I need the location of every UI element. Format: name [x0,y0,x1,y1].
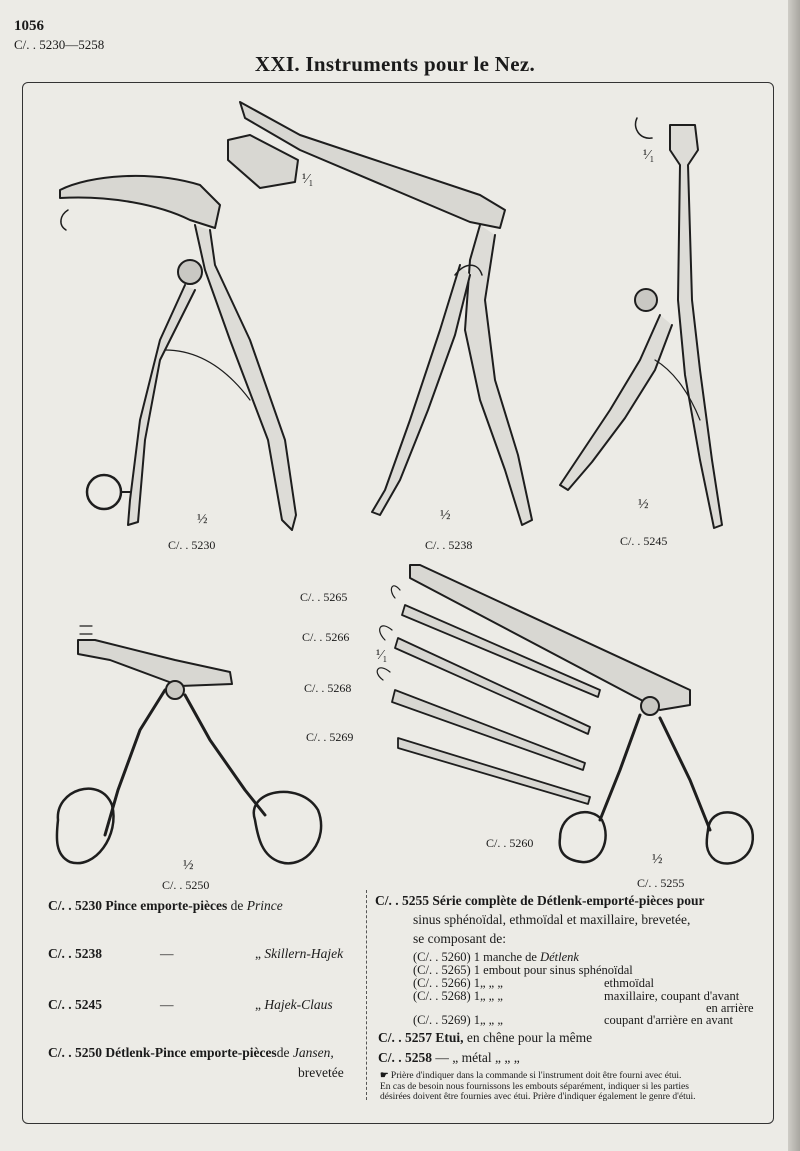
page-number: 1056 [14,18,44,34]
series-item-5266: (C/. . 5266) 1 [413,976,481,990]
series-item-5266-ditto: „ „ „ [480,976,503,990]
caption-5255-line3: se composant de: [413,931,506,946]
order-note: ☛ Prière d'indiquer dans la commande si l'instrument doit être fourni avec étui. En cas de besoin nous fournissons les embouts séparément, indiquer si les parties désirées doivent être fournies avec étui. Prière d'indiquer également le genre d'étui. [380,1071,696,1102]
caption-divider [366,890,368,1100]
caption-5258: C/. . 5258 — „ métal „ „ „ [378,1050,520,1065]
caption-5257: C/. . 5257 Etui, en chêne pour la même [378,1030,593,1045]
figure-label-5238: C/. . 5238 [425,538,473,552]
series-item-5268-text: maxillaire, coupant d'avant [604,989,740,1003]
caption-5255-line2: sinus sphénoïdal, ethmoïdal et maxillaire, brevetée, [413,912,691,927]
instrument-5250-drawing [57,626,321,863]
instrument-5230-drawing [60,176,296,530]
scale-5230: ½ [197,512,208,527]
figure-label-5260: C/. . 5260 [486,836,534,850]
series-item-5268-ditto: „ „ „ [480,989,503,1003]
figure-label-5266: C/. . 5266 [302,630,350,644]
page-title: XXI. Instruments pour le Nez. [254,52,536,76]
scale-5245: ½ [638,497,649,512]
series-item-5269-ditto: „ „ „ [480,1013,503,1027]
figure-label-5255: C/. . 5255 [637,876,685,890]
series-item-5268: (C/. . 5268) 1 [413,989,481,1003]
caption-5238-dash: — [160,946,174,961]
catalog-range: C/. . 5230—5258 [14,37,105,52]
scale-5250: ½ [183,858,194,873]
figure-label-5269: C/. . 5269 [306,730,354,744]
series-item-5266-text: ethmoïdal [604,976,654,990]
figure-label-5250: C/. . 5250 [162,878,210,892]
caption-5250-suffix: brevetée [298,1065,344,1080]
series-item-5260: (C/. . 5260) 1 manche de Détlenk [413,950,579,964]
series-item-5269-text: coupant d'arrière en avant [604,1013,733,1027]
figure-label-5230: C/. . 5230 [168,538,216,552]
caption-5238-name: „ Skillern-Hajek [255,946,344,961]
series-item-5265: (C/. . 5265) 1 embout pour sinus sphénoïdal [413,963,633,977]
caption-5245-dash: — [160,997,174,1012]
caption-5255-line1: C/. . 5255 Série complète de Détlenk-emporté-pièces pour [375,893,705,908]
caption-5245: C/. . 5245 [48,997,102,1012]
figure-label-5268: C/. . 5268 [304,681,352,695]
figure-label-5245: C/. . 5245 [620,534,668,548]
caption-5230: C/. . 5230 Pince emporte-pièces de Prince [48,898,283,913]
caption-5245-name: „ Hajek-Claus [255,997,333,1012]
scale-tips: ¹⁄₁ [376,648,388,663]
figure-label-5265: C/. . 5265 [300,590,348,604]
caption-5250: C/. . 5250 Détlenk-Pince emporte-piècesde Jansen, [48,1045,334,1060]
series-item-5269: (C/. . 5269) 1 [413,1013,481,1027]
series-item-5268-text2: en arrière [706,1001,754,1015]
pointing-hand-icon: ☛ [380,1071,389,1081]
instrument-5260-drawing [377,565,753,863]
scale-5238: ½ [440,508,451,523]
instrument-5245-drawing [560,118,722,528]
scale-5255: ½ [652,852,663,867]
scale-5238-detail: ¹⁄₁ [302,172,314,187]
scale-5245-detail: ¹⁄₁ [643,148,655,163]
caption-5238: C/. . 5238 [48,946,102,961]
